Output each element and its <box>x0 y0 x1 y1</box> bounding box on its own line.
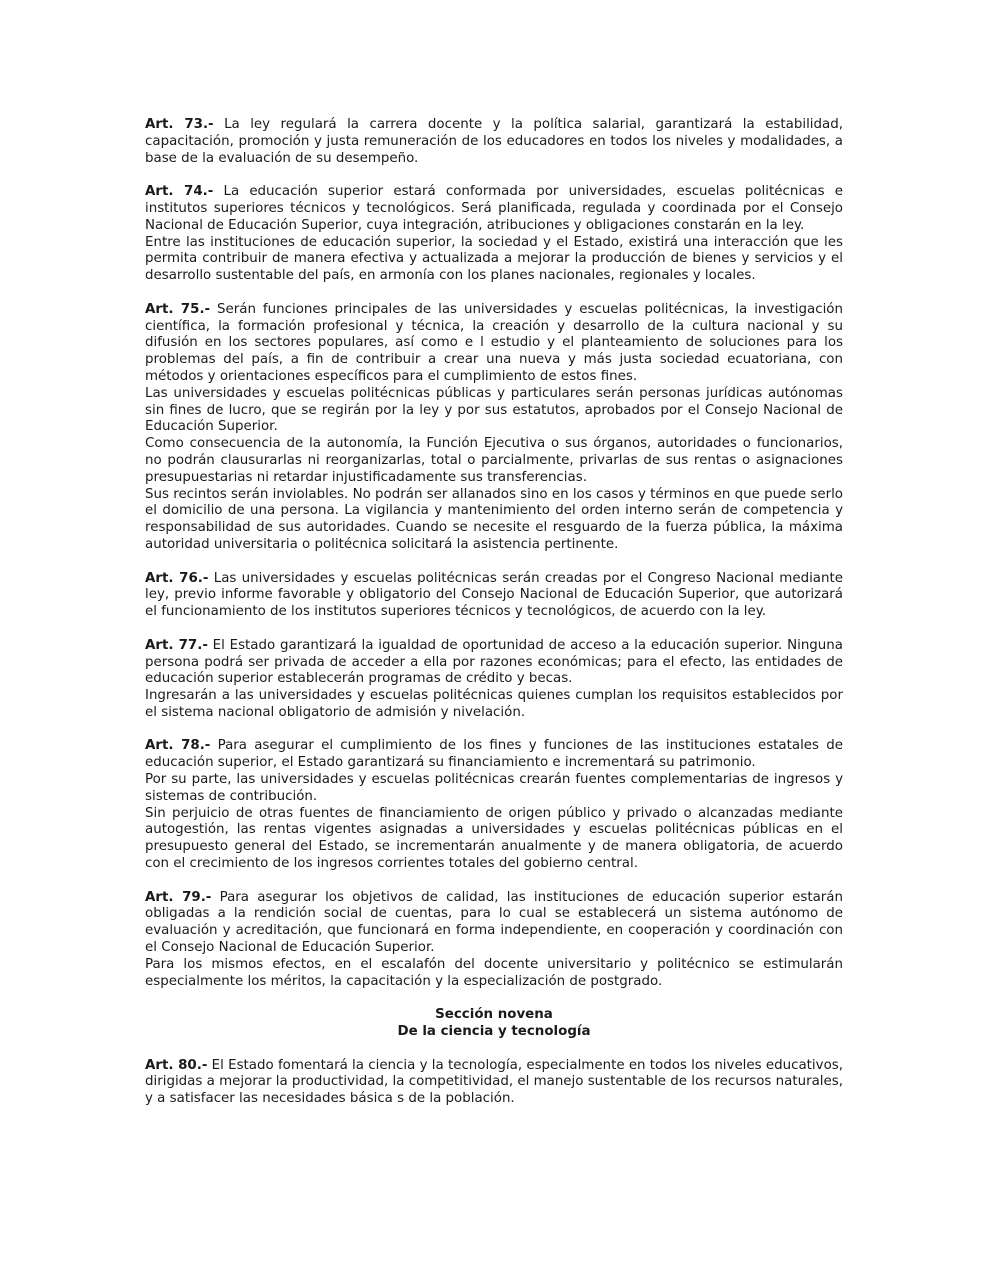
article-text: El Estado garantizará la igualdad de oportunidad de acceso a la educación superior. Ninguna persona podrá ser privada de acceder a ella por razones económicas; para el efecto, las entidades de educación superior establecerán programas de crédito y becas. <box>145 637 843 687</box>
article-paragraph <box>145 571 843 621</box>
article-paragraph: Ingresarán a las universidades y escuelas politécnicas quienes cumplan los requisitos establecidos por el sistema nacional obligatorio de admisión y nivelación. <box>145 688 843 720</box>
article-paragraph: Sus recintos serán inviolables. No podrán ser allanados sino en los casos y términos en que puede serlo el domicilio de una persona. La vigilancia y mantenimiento del orden interno serán de competencia y responsabilidad de sus autoridades. Cuando se necesite el resguardo de la fuerza pública, la máxima autoridad universitaria o politécnica solicitará la asistencia pertinente. <box>145 486 843 552</box>
article-paragraph <box>145 184 843 234</box>
article-label: Art. 75.- <box>145 301 211 317</box>
article-text: Para asegurar el cumplimiento de los fines y funciones de las instituciones estatales de educación superior, el Estado garantizará su financiamiento e incrementará su patrimonio. <box>145 738 843 771</box>
article-paragraph: Las universidades y escuelas politécnicas públicas y particulares serán personas jurídicas autónomas sin fines de lucro, que se regirán por la ley y por sus estatutos, aprobados por el Consejo Nacional de Educación Superior. <box>145 385 843 435</box>
section-title: Sección novena <box>435 1007 553 1023</box>
article-76 <box>145 571 843 621</box>
article-73 <box>145 117 843 167</box>
article-paragraph <box>145 638 843 688</box>
article-74 <box>145 184 843 285</box>
article-text: Para asegurar los objetivos de calidad, las instituciones de educación superior estarán obligadas a la rendición social de cuentas, para lo cual se establecerá un sistema autónomo de evaluación y acreditación, que funcionará en forma independiente, en cooperación y coordinación con el Consejo Nacional de Educación Superior. <box>145 889 843 956</box>
article-label: Art. 77.- <box>145 637 208 653</box>
article-80 <box>145 1058 843 1108</box>
article-78 <box>145 738 843 872</box>
article-label: Art. 80.- <box>145 1057 208 1073</box>
article-text: La educación superior estará conformada por universidades, escuelas politécnicas e institutos superiores técnicos y tecnológicos. Será planificada, regulada y coordinada por el Consejo Nacional de Educación Superior, cuya integración, atribuciones y obligaciones constarán en la ley. <box>145 184 843 233</box>
section-subtitle: De la ciencia y tecnología <box>397 1024 591 1040</box>
article-paragraph <box>145 302 843 386</box>
article-paragraph: Entre las instituciones de educación superior, la sociedad y el Estado, existirá una interacción que les permita contribuir de manera efectiva y actualizada a mejorar la producción de bienes y servicios y el desarrollo sustentable del país, en armonía con los planes nacionales, regionales y locales. <box>145 234 843 284</box>
article-label: Art. 73.- <box>145 117 214 132</box>
section-heading <box>145 1007 843 1041</box>
article-75 <box>145 302 843 554</box>
article-paragraph <box>145 890 843 957</box>
article-text: La ley regulará la carrera docente y la política salarial, garantizará la estabilidad, capacitación, promoción y justa remuneración de los educadores en todos los niveles y modalidades, a base de la evaluación de su desempeño. <box>145 117 843 166</box>
article-label: Art. 74.- <box>145 184 214 200</box>
article-paragraph: Para los mismos efectos, en el escalafón del docente universitario y politécnico se estimularán especialmente los méritos, la capacitación y la especialización de postgrado. <box>145 956 843 989</box>
article-paragraph: Como consecuencia de la autonomía, la Función Ejecutiva o sus órganos, autoridades o funcionarios, no podrán clausurarlas ni reorganizarlas, total o parcialmente, privarlas de sus rentas o asignaciones presupuestarias ni retardar injustificadamente sus transferencias. <box>145 436 843 485</box>
article-label: Art. 79.- <box>145 889 212 905</box>
article-79 <box>145 890 843 991</box>
article-paragraph <box>145 738 843 772</box>
article-77 <box>145 638 843 722</box>
article-text: El Estado fomentará la ciencia y la tecnología, especialmente en todos los niveles educativos, dirigidas a mejorar la productividad, la competitividad, el manejo sustentable de los recursos naturales, y a satisfacer las necesidades básica s de la población. <box>145 1057 843 1107</box>
article-text: Serán funciones principales de las universidades y escuelas politécnicas, la investigación científica, la formación profesional y técnica, la creación y desarrollo de la cultura nacional y su difusión en los sectores populares, así como e l estudio y el planteamiento de soluciones para los problemas del país, a fin de contribuir a crear una nueva y más justa sociedad ecuatoriana, con métodos y orientaciones específicos para el cumplimiento de estos fines. <box>145 301 843 384</box>
article-label: Art. 76.- <box>145 570 209 586</box>
article-paragraph: Por su parte, las universidades y escuelas politécnicas crearán fuentes complementarias de ingresos y sistemas de contribución. <box>145 772 843 804</box>
article-label: Art. 78.- <box>145 738 211 754</box>
article-text: Las universidades y escuelas politécnicas serán creadas por el Congreso Nacional mediante ley, previo informe favorable y obligatorio del Consejo Nacional de Educación Superior, que autorizará el funcionamiento de los institutos superiores técnicos y tecnológicos, de acuerdo con la ley. <box>145 570 843 620</box>
article-paragraph <box>145 117 843 167</box>
article-paragraph <box>145 1058 843 1108</box>
article-paragraph: Sin perjuicio de otras fuentes de financiamiento de origen público y privado o alcanzadas mediante autogestión, las rentas vigentes asignadas a universidades y escuelas politécnicas públicas en el presupuesto general del Estado, se incrementarán anualmente y de manera obligatoria, de acuerdo con el crecimiento de los ingresos corrientes totales del gobierno central. <box>145 805 843 872</box>
document-page <box>145 117 843 1125</box>
